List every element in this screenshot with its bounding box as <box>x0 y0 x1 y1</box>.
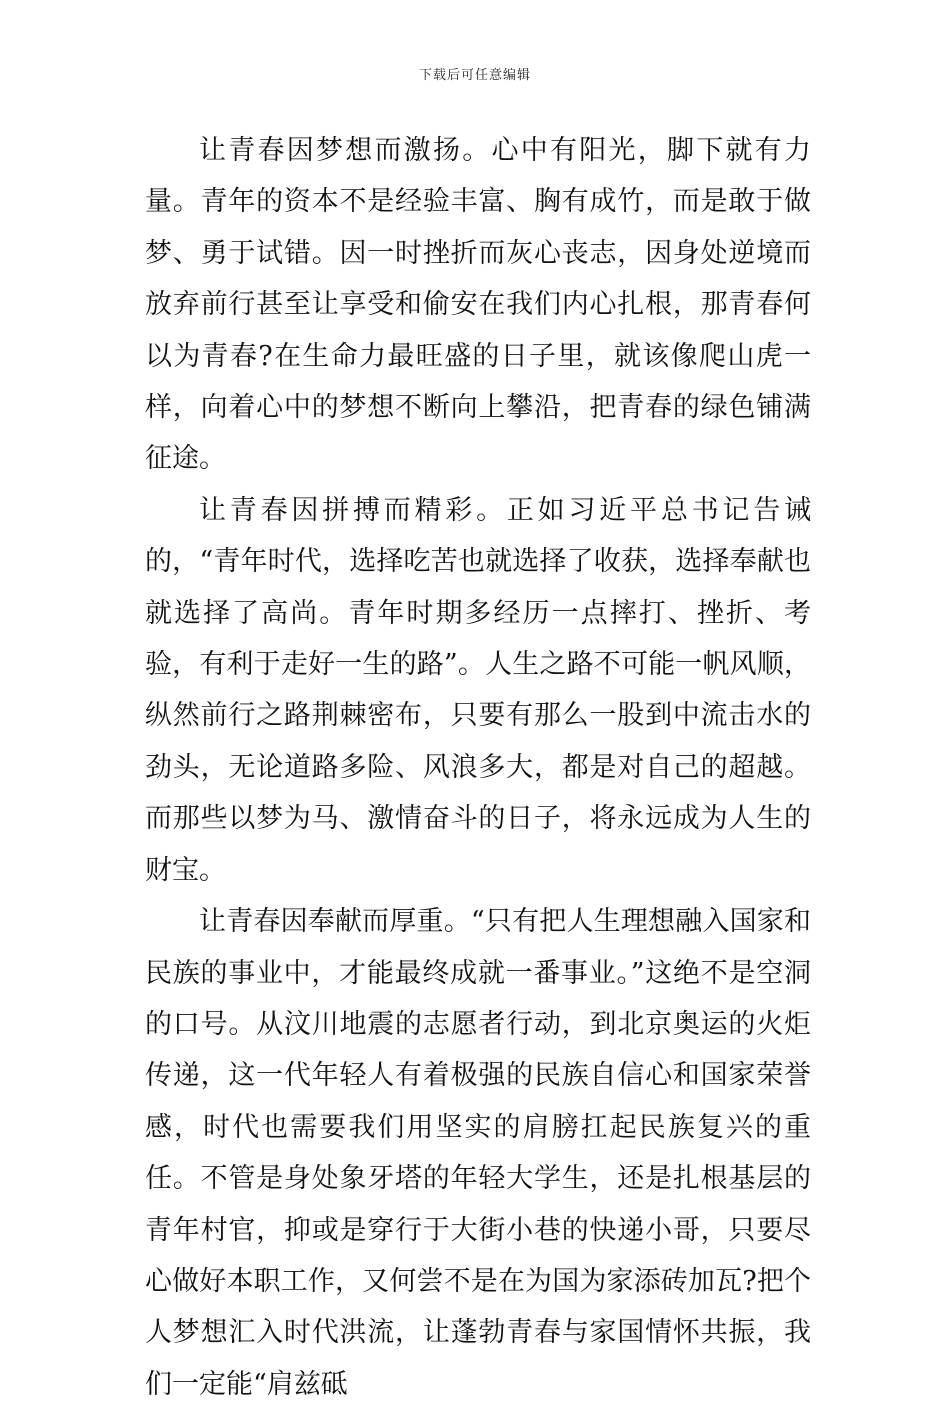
paragraph-dream: 让青春因梦想而激扬。心中有阳光，脚下就有力量。青年的资本不是经验丰富、胸有成竹，而是敢于做梦、勇于试错。因一时挫折而灰心丧志，因身处逆境而放弃前行甚至让享受和偷安在我们内心扎根，那青春何以为青春?在生命力最旺盛的日子里，就该像爬山虎一样，向着心中的梦想不断向上攀沿，把青春的绿色铺满征途。 <box>145 135 811 475</box>
document-body <box>145 125 811 1410</box>
paragraph-dedication: 让青春因奉献而厚重。“只有把人生理想融入国家和民族的事业中，才能最终成就一番事业。”这绝不是空洞的口号。从汶川地震的志愿者行动，到北京奥运的火炬传递，这一代年轻人有着极强的民族自信心和国家荣誉感，时代也需要我们用坚实的肩膀扛起民族复兴的重任。不管是身处象牙塔的年轻大学生，还是扎根基层的青年村官，抑或是穿行于大街小巷的快递小哥，只要尽心做好本职工作，又何尝不是在为国为家添砖加瓦?把个人梦想汇入时代洪流，让蓬勃青春与家国情怀共振，我们一定能“肩兹砥 <box>145 906 811 1400</box>
paragraph-struggle: 让青春因拼搏而精彩。正如习近平总书记告诫的，“青年时代，选择吃苦也就选择了收获，选择奉献也就选择了高尚。青年时期多经历一点摔打、挫折、考验，有利于走好一生的路”。人生之路不可能一帆风顺，纵然前行之路荆棘密布，只要有那么一股到中流击水的劲头，无论道路多险、风浪多大，都是对自己的超越。而那些以梦为马、激情奋斗的日子，将永远成为人生的财宝。 <box>145 494 811 886</box>
page-header: 下载后可任意编辑 <box>418 68 531 83</box>
